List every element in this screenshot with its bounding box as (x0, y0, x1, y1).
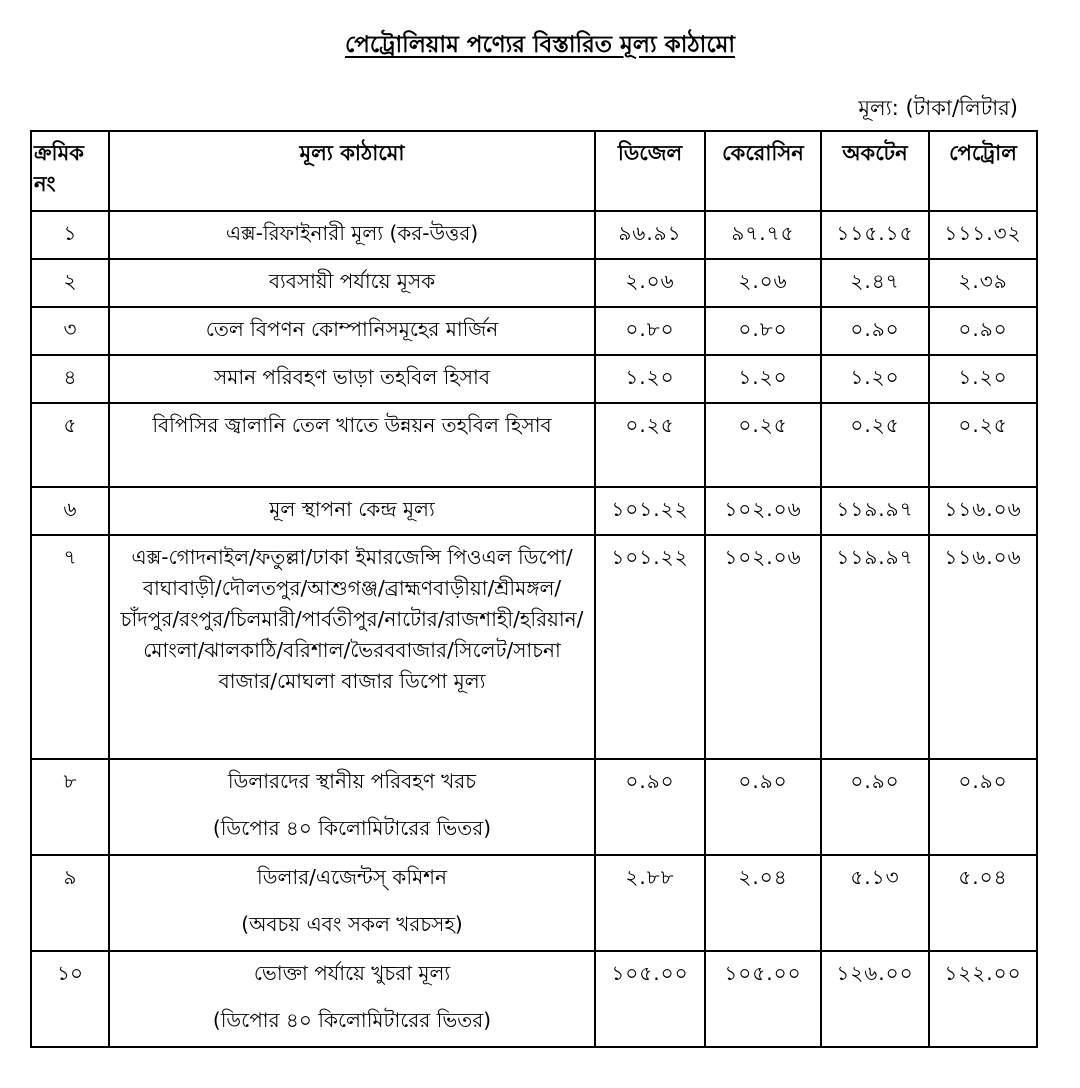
table-row (31, 355, 1037, 403)
page-title-text: পেট্রোলিয়াম পণ্যের বিস্তারিত মূল্য কাঠামো (344, 32, 736, 58)
cell-octane: ১.২০ (821, 355, 929, 403)
table-row (31, 211, 1037, 259)
cell-petrol: ১১৬.০৬ (929, 487, 1037, 535)
cell-kerosene: ৯৭.৭৫ (705, 211, 821, 259)
table-row (31, 759, 1037, 855)
cell-kerosene: ২.০৬ (705, 259, 821, 307)
cell-octane: ০.৯০ (821, 759, 929, 855)
page-title (0, 26, 1080, 65)
cell-description (109, 759, 595, 855)
table-row (31, 535, 1037, 759)
cell-diesel: ১০৫.০০ (595, 951, 705, 1047)
header-petrol: পেট্রোল (929, 131, 1037, 211)
cell-octane: ১১৯.৯৭ (821, 487, 929, 535)
table-row (31, 855, 1037, 951)
header-serial-line2: নং (34, 172, 56, 196)
cell-diesel: ০.৯০ (595, 759, 705, 855)
cell-octane: ০.২৫ (821, 403, 929, 487)
description-text: সমান পরিবহণ ভাড়া তহবিল হিসাব (214, 365, 490, 389)
cell-description (109, 535, 595, 759)
header-description: মূল্য কাঠামো (109, 131, 595, 211)
cell-serial: ৯ (31, 855, 109, 951)
description-text: তেল বিপণন কোম্পানিসমূহের মার্জিন (205, 317, 499, 341)
header-octane: অকটেন (821, 131, 929, 211)
cell-petrol: ০.৯০ (929, 307, 1037, 355)
cell-diesel: ১০১.২২ (595, 487, 705, 535)
table-row (31, 307, 1037, 355)
cell-petrol: ০.২৫ (929, 403, 1037, 487)
cell-petrol: ১.২০ (929, 355, 1037, 403)
cell-serial: ৭ (31, 535, 109, 759)
cell-kerosene: ২.০৪ (705, 855, 821, 951)
cell-description (109, 403, 595, 487)
cell-description (109, 355, 595, 403)
description-text: ব্যবসায়ী পর্যায়ে মূসক (268, 269, 436, 293)
cell-octane: ৫.১৩ (821, 855, 929, 951)
cell-petrol: ১২২.০০ (929, 951, 1037, 1047)
cell-petrol: ১১৬.০৬ (929, 535, 1037, 759)
cell-serial: ২ (31, 259, 109, 307)
cell-description (109, 307, 595, 355)
cell-octane: ২.৪৭ (821, 259, 929, 307)
cell-description (109, 259, 595, 307)
cell-kerosene: ১০২.০৬ (705, 535, 821, 759)
cell-kerosene: ১০৫.০০ (705, 951, 821, 1047)
cell-petrol: ৫.০৪ (929, 855, 1037, 951)
cell-octane: ১১৯.৯৭ (821, 535, 929, 759)
header-serial (31, 131, 109, 211)
cell-octane: ১২৬.০০ (821, 951, 929, 1047)
header-diesel: ডিজেল (595, 131, 705, 211)
cell-description (109, 855, 595, 951)
cell-description (109, 211, 595, 259)
table-row (31, 403, 1037, 487)
cell-kerosene: ১০২.০৬ (705, 487, 821, 535)
header-kerosene: কেরোসিন (705, 131, 821, 211)
cell-petrol: ২.৩৯ (929, 259, 1037, 307)
description-text: এক্স-গোদনাইল/ফতুল্লা/ঢাকা ইমারজেন্সি পিওএল ডিপো/বাঘাবাড়ী/দৌলতপুর/আশুগঞ্জ/ব্রাহ্মণবাড়ীয়া/শ্রীমঙ্গল/চাঁদপুর/রংপুর/চিলমারী/পার্বতীপুর/নাটোর/রাজশাহী/হরিয়ান/মোংলা/ঝালকাঠি/বরিশাল/ভৈরববাজার/সিলেট/সাচনা বাজার/মোঘলা বাজার ডিপো মূল্য (120, 545, 584, 693)
cell-kerosene: ১.২০ (705, 355, 821, 403)
cell-diesel: ০.৮০ (595, 307, 705, 355)
cell-octane: ১১৫.১৫ (821, 211, 929, 259)
description-note: (অবচয় এবং সকল খরচসহ) (241, 912, 463, 936)
description-note: (ডিপোর ৪০ কিলোমিটারের ভিতর) (212, 816, 492, 840)
description-text: এক্স-রিফাইনারী মূল্য (কর-উত্তর) (225, 221, 479, 245)
cell-diesel: ২.৮৮ (595, 855, 705, 951)
cell-serial: ১০ (31, 951, 109, 1047)
unit-label: মূল্য: (টাকা/লিটার) (858, 96, 1018, 120)
cell-serial: ৪ (31, 355, 109, 403)
description-text: মূল স্থাপনা কেন্দ্র মূল্য (269, 497, 435, 521)
description-note: (ডিপোর ৪০ কিলোমিটারের ভিতর) (212, 1008, 492, 1032)
table-header-row (31, 131, 1037, 211)
header-serial-line1: ক্রমিক (34, 141, 84, 165)
cell-serial: ৫ (31, 403, 109, 487)
table-row (31, 487, 1037, 535)
cell-octane: ০.৯০ (821, 307, 929, 355)
description-text: ভোক্তা পর্যায়ে খুচরা মূল্য (253, 961, 451, 985)
description-text: বিপিসির জ্বালানি তেল খাতে উন্নয়ন তহবিল হিসাব (152, 413, 552, 437)
table-row (31, 259, 1037, 307)
description-text: ডিলার/এজেন্টস্ কমিশন (257, 865, 447, 889)
cell-diesel: ২.০৬ (595, 259, 705, 307)
cell-serial: ৬ (31, 487, 109, 535)
cell-petrol: ১১১.৩২ (929, 211, 1037, 259)
cell-description (109, 487, 595, 535)
cell-kerosene: ০.৮০ (705, 307, 821, 355)
cell-serial: ১ (31, 211, 109, 259)
cell-kerosene: ০.২৫ (705, 403, 821, 487)
price-structure-table (30, 130, 1038, 1048)
cell-diesel: ১০১.২২ (595, 535, 705, 759)
cell-kerosene: ০.৯০ (705, 759, 821, 855)
cell-diesel: ০.২৫ (595, 403, 705, 487)
cell-description (109, 951, 595, 1047)
cell-serial: ৩ (31, 307, 109, 355)
description-text: ডিলারদের স্থানীয় পরিবহণ খরচ (227, 769, 477, 793)
cell-diesel: ১.২০ (595, 355, 705, 403)
cell-diesel: ৯৬.৯১ (595, 211, 705, 259)
cell-petrol: ০.৯০ (929, 759, 1037, 855)
table-row (31, 951, 1037, 1047)
cell-serial: ৮ (31, 759, 109, 855)
